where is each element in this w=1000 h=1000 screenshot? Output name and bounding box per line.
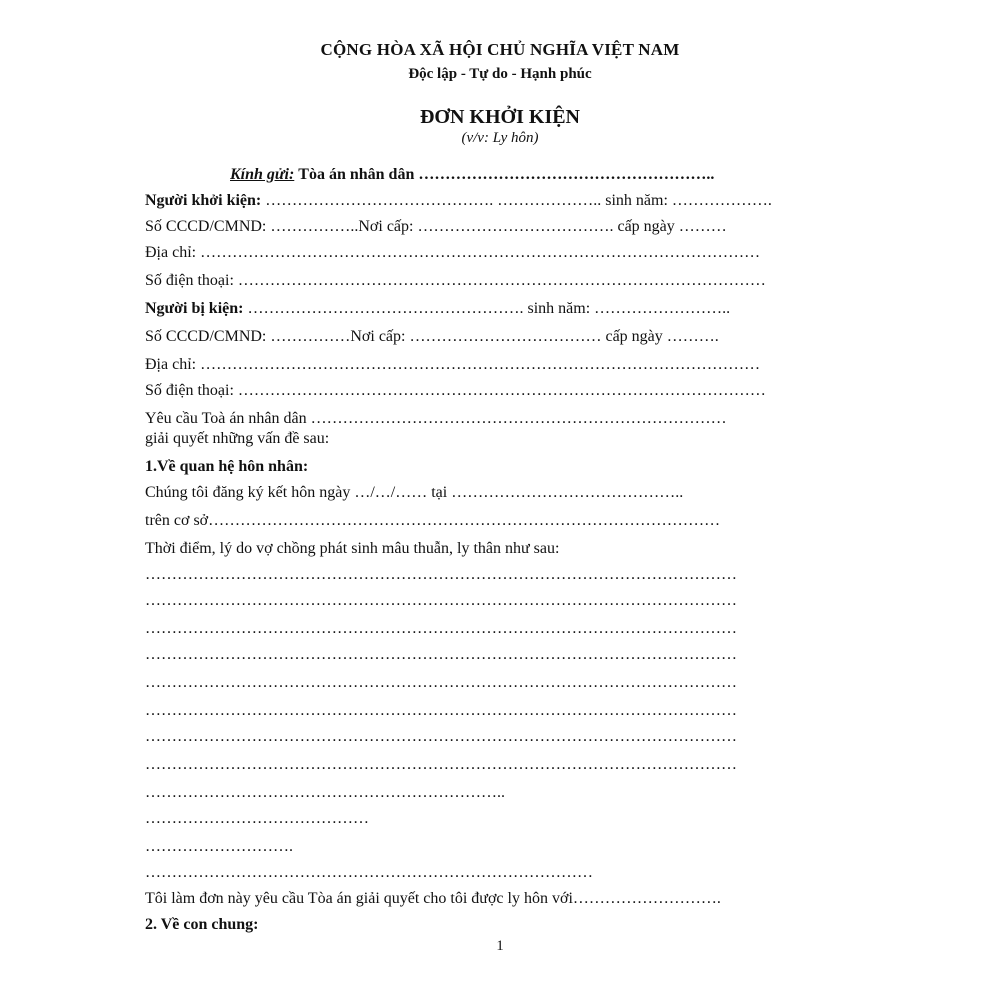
blank-line: ……………………………………: [145, 810, 369, 827]
greeting-value: Tòa án nhân dân ………………………………………………..: [298, 166, 715, 183]
divorce-request-line: Tôi làm đơn này yêu cầu Tòa án giải quyết cho tôi được ly hôn với……………………….: [145, 890, 721, 907]
page-number: 1: [496, 938, 504, 954]
request-line-2: giải quyết những vấn đề sau:: [145, 430, 330, 447]
blank-line: …………………………………………………………………………………………………: [145, 620, 737, 637]
blank-line: …………………………………………………………………………………………………: [145, 674, 737, 691]
section1-heading: 1.Về quan hệ hôn nhân:: [145, 458, 309, 475]
request-line-1: Yêu cầu Toà án nhân dân ……………………………………………………………………: [145, 410, 727, 427]
defendant-name-rest: ……………………………………………. sinh năm: ……………………..: [243, 300, 731, 317]
defendant-name-line: [145, 298, 940, 320]
document-title: ĐƠN KHỞI KIỆN: [419, 106, 581, 128]
blank-line: …………………………………………………………………………………………………: [145, 592, 737, 609]
blank-line: …………………………………………………………………………………………………: [145, 646, 737, 663]
blank-line: …………………………………………………………………………: [145, 864, 593, 881]
blank-line: …………………………………………………………………………………………………: [145, 702, 737, 719]
marriage-basis-line: trên cơ sở……………………………………………………………………………………: [145, 512, 721, 529]
blank-line: ……………………….: [145, 838, 293, 855]
greeting-label: Kính gửi:: [230, 166, 295, 183]
plaintiff-name-rest: ……………………………………. ……………….. sinh năm: ……………….: [261, 192, 772, 209]
blank-line: …………………………………………………………………………………………………: [145, 728, 737, 745]
document-subtitle: (v/v: Ly hôn): [461, 130, 539, 146]
conflict-line: Thời điểm, lý do vợ chồng phát sinh mâu thuẫn, ly thân như sau:: [145, 540, 560, 557]
section2-heading: 2. Về con chung:: [145, 916, 259, 933]
plaintiff-name-line: [145, 190, 940, 212]
plaintiff-address-line: Địa chỉ: ……………………………………………………………………………………………: [145, 244, 761, 261]
marriage-registration-line: Chúng tôi đăng ký kết hôn ngày …/…/…… tại ……………………………………..: [145, 484, 684, 501]
blank-line: …………………………………………………………………………………………………: [145, 566, 737, 583]
plaintiff-phone-line: Số điện thoại: ………………………………………………………………………………………: [145, 272, 766, 289]
blank-line: …………………………………………………………..: [145, 784, 505, 801]
plaintiff-id-line: Số CCCD/CMND: ……………..Nơi cấp: ………………………………. cấp ngày ………: [145, 218, 727, 235]
blank-line: …………………………………………………………………………………………………: [145, 756, 737, 773]
nation-header: CỘNG HÒA XÃ HỘI CHỦ NGHĨA VIỆT NAM: [320, 40, 680, 59]
motto: Độc lập - Tự do - Hạnh phúc: [408, 66, 592, 82]
plaintiff-label: Người khởi kiện:: [145, 192, 262, 209]
defendant-label: Người bị kiện:: [145, 300, 244, 317]
defendant-address-line: Địa chỉ: ……………………………………………………………………………………………: [145, 356, 761, 373]
greeting-line: [230, 164, 930, 186]
defendant-id-line: Số CCCD/CMND: ……………Nơi cấp: ……………………………… cấp ngày ……….: [145, 328, 719, 345]
defendant-phone-line: Số điện thoại: ………………………………………………………………………………………: [145, 382, 766, 399]
